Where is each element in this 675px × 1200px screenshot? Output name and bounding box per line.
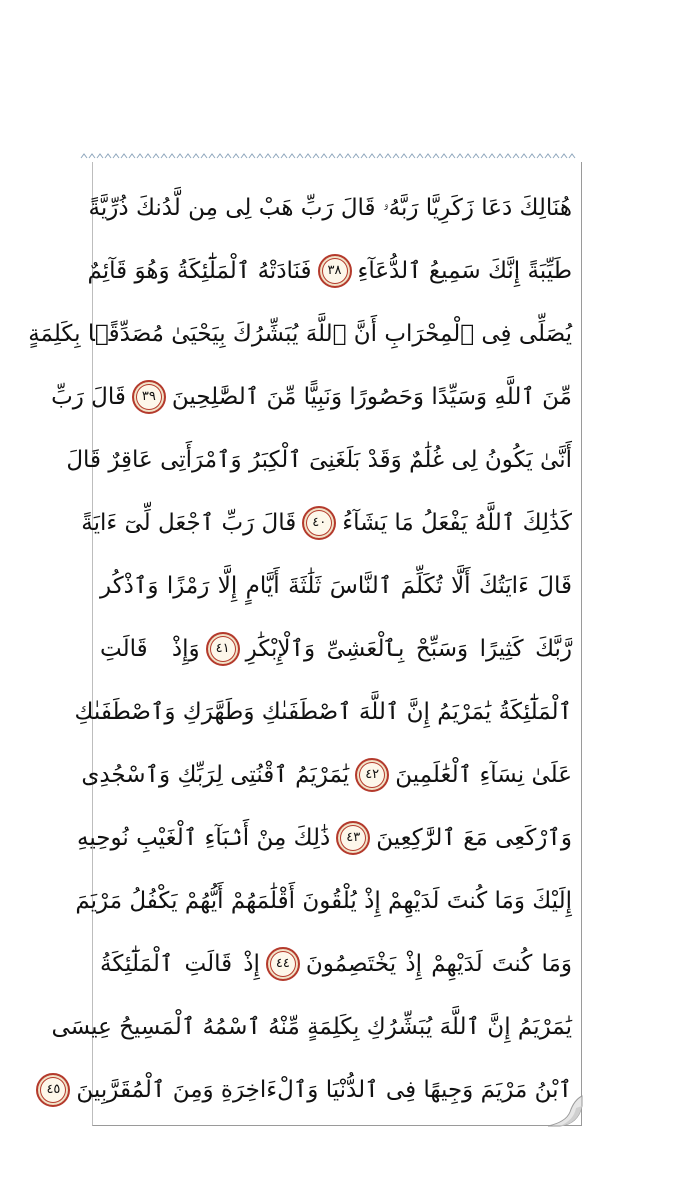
verse-text: رَّبَّكَ كَثِيرًا وَسَبِّحْ بِٱلْعَشِىِّ وَٱلْإِبْكَٰرِ [245, 635, 572, 662]
text-line [87, 239, 572, 302]
verse-text: فَنَادَتْهُ ٱلْمَلَٰٓئِكَةُ وَهُوَ قَآئِمٌ [87, 257, 312, 284]
text-line [88, 176, 572, 239]
verse-text: مِّنَ ٱللَّهِ وَسَيِّدًا وَحَصُورًا وَنَبِيًّا مِّنَ ٱلصَّٰلِحِينَ [171, 383, 572, 410]
page-curl-icon[interactable] [548, 1096, 582, 1126]
quran-text-lines [28, 176, 572, 1121]
ayah-number-marker: ٤٢ [355, 758, 389, 792]
verse-text: أَنَّىٰ يَكُونُ لِى غُلَٰمٌ وَقَدْ بَلَغَنِىَ ٱلْكِبَرُ وَٱمْرَأَتِى عَاقِرٌ قَالَ [66, 446, 572, 473]
ayah-number-marker: ٤٣ [336, 821, 370, 855]
verse-text: ٱلْمَلَٰٓئِكَةُ يَٰمَرْيَمُ إِنَّ ٱللَّهَ ٱصْطَفَىٰكِ وَطَهَّرَكِ وَٱصْطَفَىٰكِ [74, 698, 572, 725]
text-line [100, 617, 572, 680]
verse-text: طَيِّبَةً إِنَّكَ سَمِيعُ ٱلدُّعَآءِ [357, 257, 572, 284]
verse-text: يُصَلِّى فِى ٱلْمِحْرَابِ أَنَّ ٱللَّهَ يُبَشِّرُكَ بِيَحْيَىٰ مُصَدِّقًۢا بِكَلِمَةٍ [28, 320, 572, 347]
text-line [75, 869, 572, 932]
ayah-number-marker: ٣٨ [318, 254, 352, 288]
text-line [74, 680, 572, 743]
verse-text: إِلَيْكَ وَمَا كُنتَ لَدَيْهِمْ إِذْ يُلْقُونَ أَقْلَٰمَهُمْ أَيُّهُمْ يَكْفُلُ مَرْيَمَ [75, 887, 572, 914]
verse-text: إِذْ قَالَتِ ٱلْمَلَٰٓئِكَةُ [99, 950, 260, 977]
text-line [81, 743, 572, 806]
ayah-number-marker: ٤٤ [266, 947, 300, 981]
ayah-number-marker: ٤١ [206, 632, 240, 666]
text-line [81, 491, 572, 554]
text-line [51, 995, 572, 1058]
verse-text: وَمَا كُنتَ لَدَيْهِمْ إِذْ يَخْتَصِمُونَ [305, 950, 572, 977]
ayah-number-marker: ٤٠ [302, 506, 336, 540]
text-line [28, 302, 572, 365]
verse-text: هُنَالِكَ دَعَا زَكَرِيَّا رَبَّهُۥ قَالَ رَبِّ هَبْ لِى مِن لَّدُنكَ ذُرِّيَّةً [88, 194, 572, 221]
verse-text: كَذَٰلِكَ ٱللَّهُ يَفْعَلُ مَا يَشَآءُ [342, 509, 572, 536]
verse-text: ٱبْنُ مَرْيَمَ وَجِيهًا فِى ٱلدُّنْيَا وَٱلْءَاخِرَةِ وَمِنَ ٱلْمُقَرَّبِينَ [76, 1076, 572, 1103]
text-line [46, 1058, 572, 1121]
text-line [66, 428, 572, 491]
verse-text: يَٰمَرْيَمُ إِنَّ ٱللَّهَ يُبَشِّرُكِ بِكَلِمَةٍ مِّنْهُ ٱسْمُهُ ٱلْمَسِيحُ عِيسَى [51, 1013, 572, 1040]
ayah-number-marker: ٣٩ [132, 380, 166, 414]
verse-text: وَٱرْكَعِى مَعَ ٱلرَّٰكِعِينَ [376, 824, 572, 851]
verse-text: عَلَىٰ نِسَآءِ ٱلْعَٰلَمِينَ [395, 761, 572, 788]
ayah-number-marker: ٤٥ [36, 1073, 70, 1107]
text-line [77, 806, 572, 869]
verse-text: يَٰمَرْيَمُ ٱقْنُتِى لِرَبِّكِ وَٱسْجُدِى [81, 761, 350, 788]
verse-text: قَالَ ءَايَتُكَ أَلَّا تُكَلِّمَ ٱلنَّاسَ ثَلَٰثَةَ أَيَّامٍ إِلَّا رَمْزًا وَٱذْكُر [100, 572, 572, 599]
verse-text: ذَٰلِكَ مِنْ أَنۢبَآءِ ٱلْغَيْبِ نُوحِيهِ [77, 824, 331, 851]
page-top-ornament [80, 152, 582, 162]
verse-text: قَالَ رَبِّ [51, 383, 126, 410]
verse-text: وَإِذْ قَالَتِ [99, 635, 200, 662]
text-line [100, 554, 572, 617]
verse-text: قَالَ رَبِّ ٱجْعَل لِّىٓ ءَايَةً [81, 509, 297, 536]
text-line [100, 932, 572, 995]
text-line [51, 365, 572, 428]
